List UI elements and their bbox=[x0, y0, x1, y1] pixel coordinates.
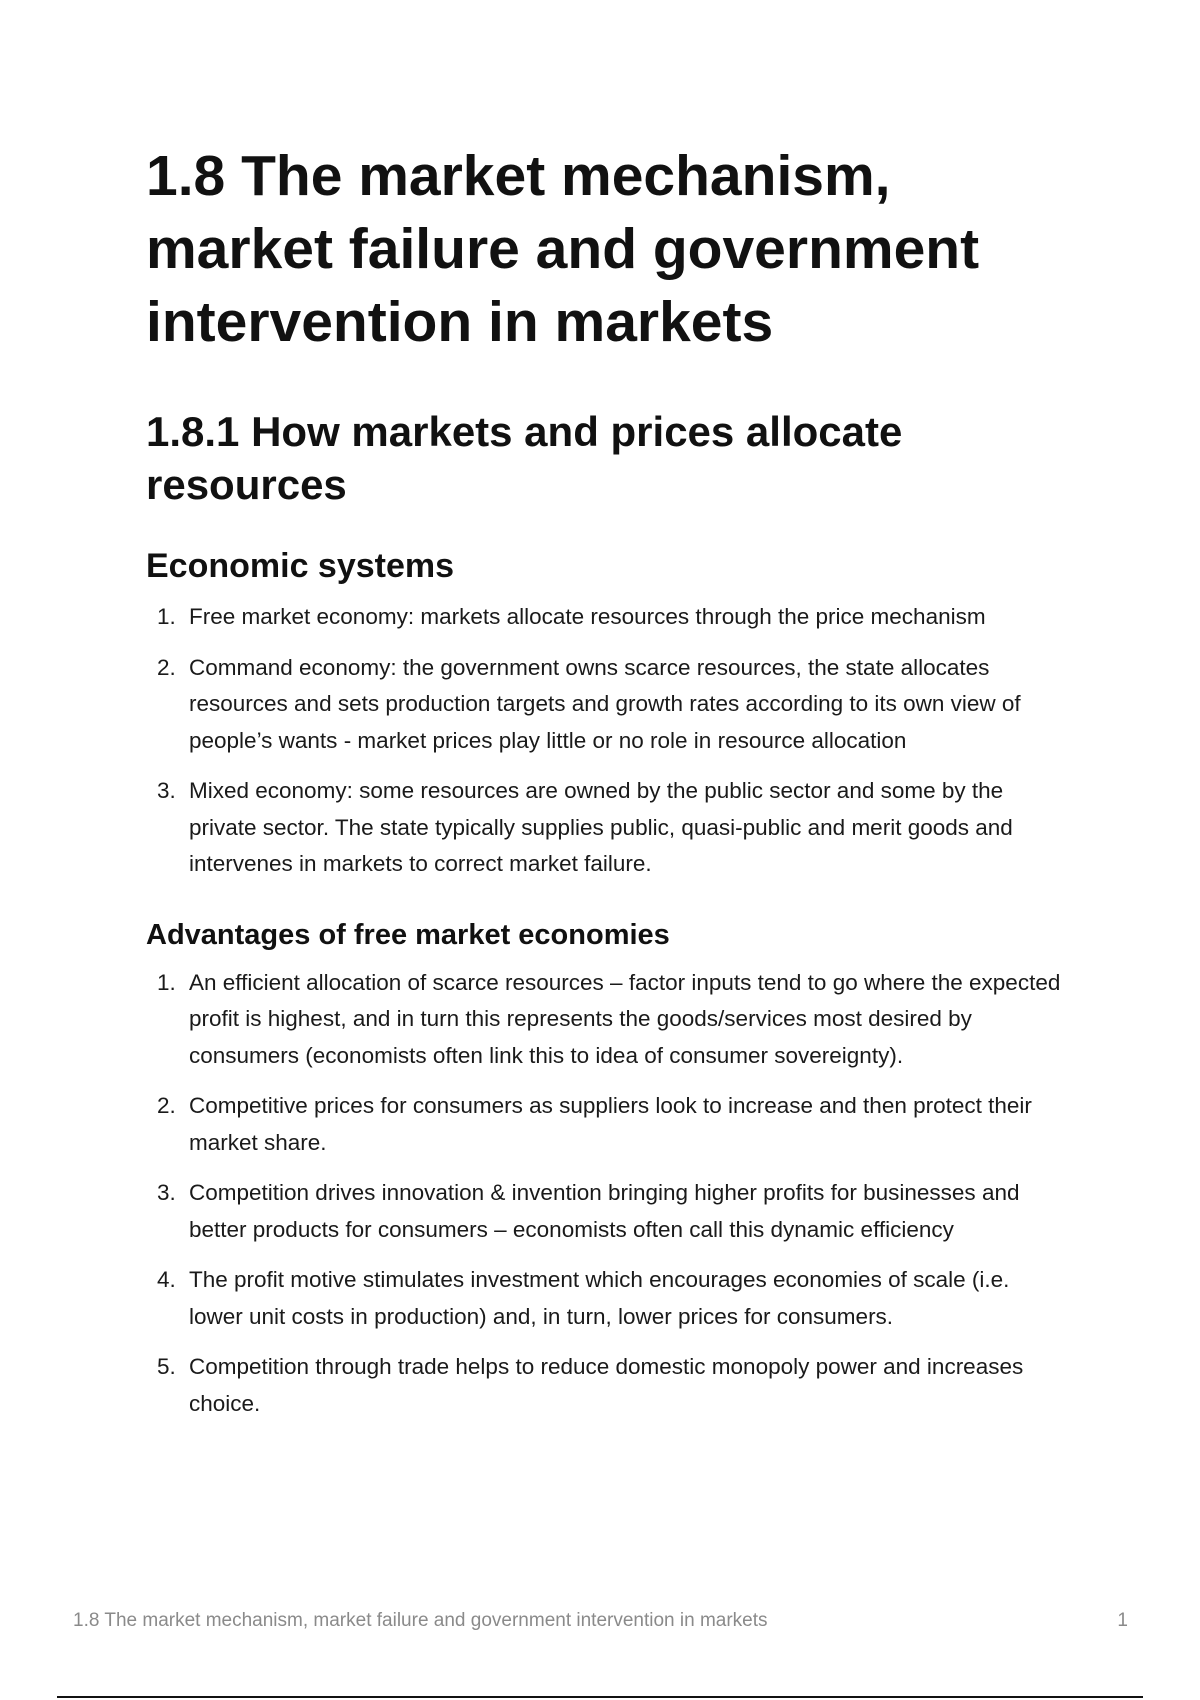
advantages-heading: Advantages of free market economies bbox=[146, 918, 670, 951]
list-item-text: Competition drives innovation & invention bringing higher profits for businesses and better products for consumers – economists often call this dynamic efficiency bbox=[189, 1180, 1020, 1242]
list-item bbox=[146, 1088, 1066, 1161]
footer-title: 1.8 The market mechanism, market failure and government intervention in markets bbox=[73, 1610, 768, 1631]
economic-systems-list bbox=[146, 599, 1066, 883]
list-item-text: Mixed economy: some resources are owned by the public sector and some by the private sector. The state typically supplies public, quasi-public and merit goods and intervenes in markets to correct market failure. bbox=[189, 778, 1013, 876]
list-item bbox=[146, 1349, 1066, 1422]
list-item-number: 4. bbox=[157, 1267, 176, 1292]
list-item-number: 3. bbox=[157, 778, 176, 803]
page-number: 1 bbox=[1117, 1610, 1128, 1631]
page-content bbox=[146, 140, 1066, 1436]
list-item-text: Competitive prices for consumers as suppliers look to increase and then protect their market share. bbox=[189, 1093, 1032, 1155]
list-item-number: 5. bbox=[157, 1354, 176, 1379]
list-item bbox=[146, 1262, 1066, 1335]
list-item-number: 2. bbox=[157, 654, 176, 680]
section-title: 1.8.1 How markets and prices allocate resources bbox=[146, 408, 903, 508]
list-item-text: An efficient allocation of scarce resources – factor inputs tend to go where the expected profit is highest, and in turn this represents the goods/services most desired by consumers (economists often link this to idea of consumer sovereignty). bbox=[189, 969, 1061, 1068]
bottom-divider bbox=[57, 1696, 1143, 1698]
page-title: 1.8 The market mechanism, market failure and government intervention in markets bbox=[146, 144, 980, 354]
list-item-number: 2. bbox=[157, 1093, 176, 1118]
list-item bbox=[146, 773, 1066, 883]
list-item bbox=[146, 1175, 1066, 1248]
list-item-text: Competition through trade helps to reduce domestic monopoly power and increases choice. bbox=[189, 1354, 1024, 1416]
list-item-text: Command economy: the government owns scarce resources, the state allocates resources and sets production targets and growth rates according to its own view of people’s wants - market prices play little or no role in resource allocation bbox=[189, 654, 1021, 753]
list-item-number: 1. bbox=[157, 969, 176, 995]
list-item bbox=[146, 650, 1066, 760]
list-item bbox=[146, 599, 1066, 636]
advantages-list bbox=[146, 965, 1066, 1423]
list-item-text: Free market economy: markets allocate resources through the price mechanism bbox=[189, 604, 986, 629]
list-item-text: The profit motive stimulates investment which encourages economies of scale (i.e. lower unit costs in production) and, in turn, lower prices for consumers. bbox=[189, 1267, 1010, 1329]
list-item-number: 1. bbox=[157, 604, 176, 629]
list-item bbox=[146, 965, 1066, 1075]
economic-systems-heading: Economic systems bbox=[146, 547, 455, 585]
list-item-number: 3. bbox=[157, 1180, 176, 1205]
